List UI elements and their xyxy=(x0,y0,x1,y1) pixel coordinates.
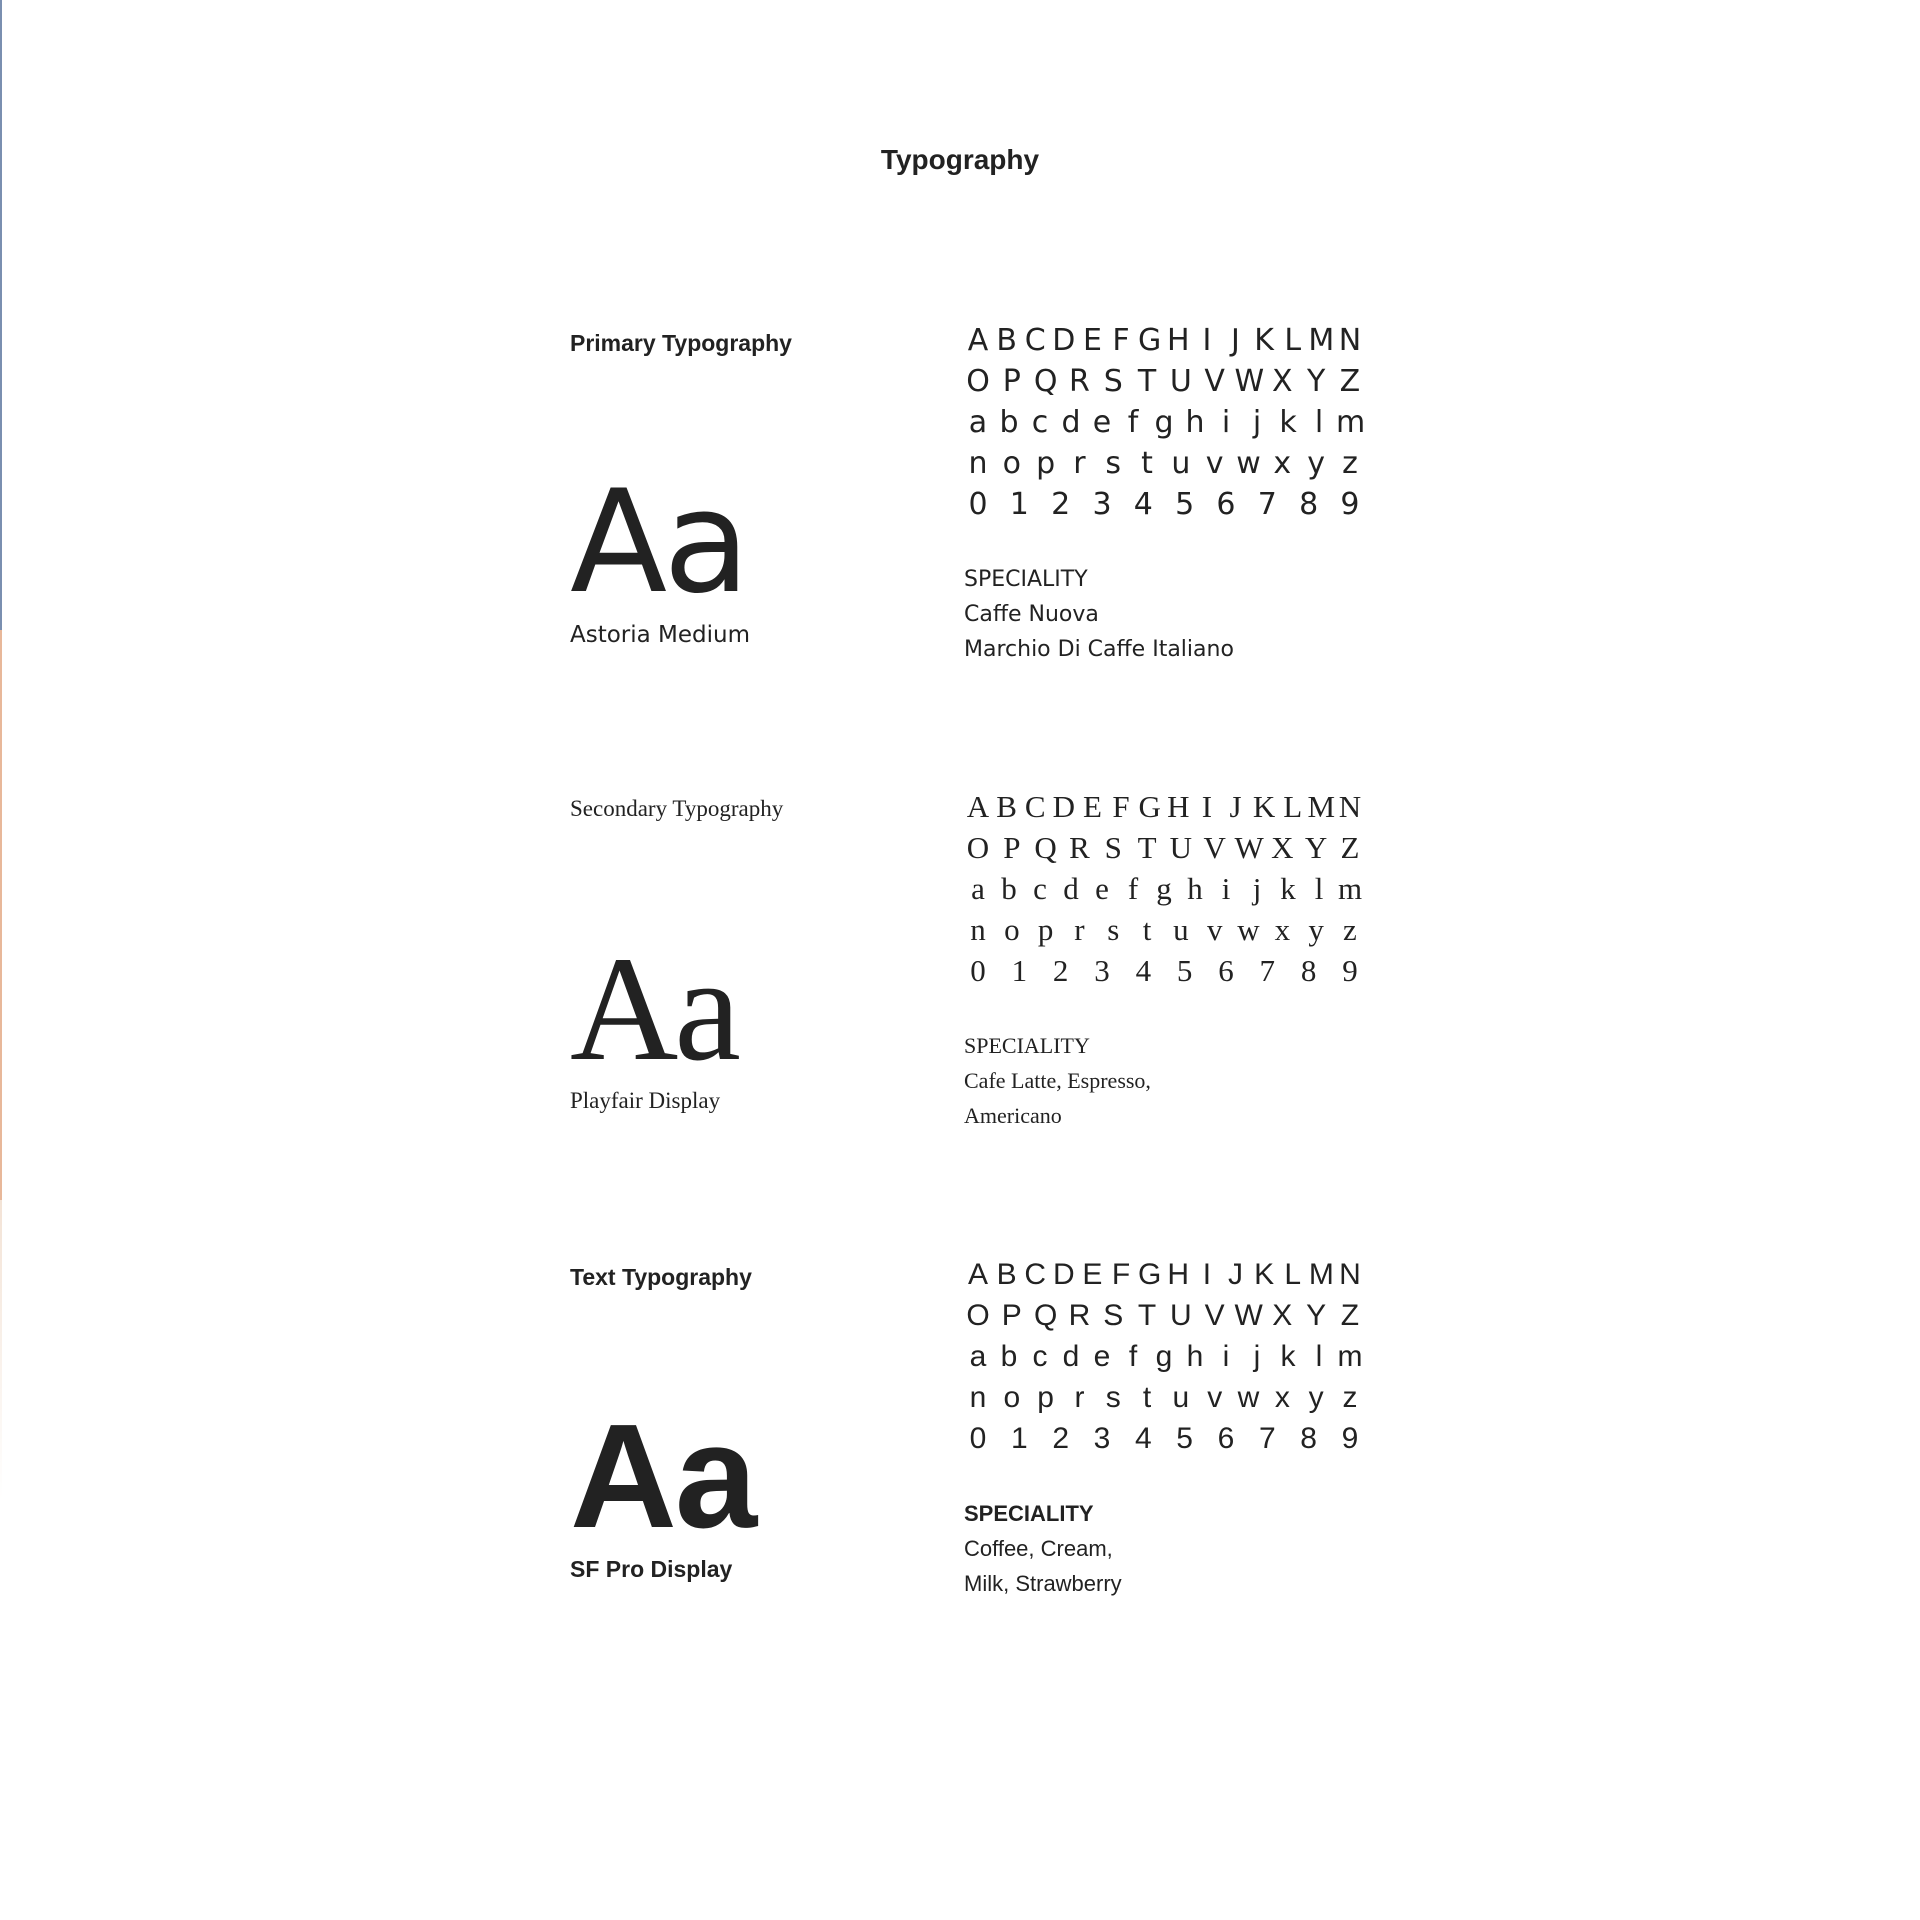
glyph: 3 xyxy=(1094,953,1110,988)
glyph: A xyxy=(966,789,990,824)
glyph: l xyxy=(1315,1340,1323,1373)
glyph: i xyxy=(1221,405,1231,440)
glyph: J xyxy=(1227,1258,1243,1291)
glyph: m xyxy=(1337,1340,1363,1373)
glyph: 6 xyxy=(1216,487,1236,522)
glyph: T xyxy=(1137,830,1157,865)
glyph: 4 xyxy=(1133,487,1153,522)
glyph: 2 xyxy=(1052,1422,1069,1455)
glyph: D xyxy=(1052,323,1076,358)
glyph: T xyxy=(1137,1299,1157,1332)
glyph: k xyxy=(1279,405,1297,440)
glyph: r xyxy=(1074,912,1085,947)
sample-line: Caffe Nuova xyxy=(964,602,1099,627)
font-name: SF Pro Display xyxy=(570,1556,733,1582)
glyph: i xyxy=(1222,1340,1230,1373)
font-specimen: Aa xyxy=(570,1394,756,1559)
glyph: y xyxy=(1307,446,1325,481)
glyph: L xyxy=(1283,789,1303,824)
glyph: 4 xyxy=(1134,1422,1152,1455)
glyph: u xyxy=(1171,446,1191,481)
glyph: X xyxy=(1272,364,1293,399)
glyph: N xyxy=(1339,1258,1361,1291)
glyph: a xyxy=(971,871,985,906)
glyph: 5 xyxy=(1175,487,1195,522)
glyph: P xyxy=(1003,830,1021,865)
sample-heading: SPECIALITY xyxy=(964,1033,1090,1058)
glyph: w xyxy=(1236,446,1261,481)
glyph: k xyxy=(1280,1340,1296,1373)
glyph-row xyxy=(964,1295,1364,1336)
sample-line: Cafe Latte, Espresso, xyxy=(964,1068,1151,1093)
glyph: O xyxy=(966,1299,990,1332)
glyph-row xyxy=(964,1254,1364,1295)
glyph: p xyxy=(1037,912,1054,947)
sample-line: Coffee, Cream, xyxy=(964,1536,1113,1561)
glyph: 0 xyxy=(968,487,988,522)
glyph: R xyxy=(1068,1299,1091,1332)
glyph: C xyxy=(1024,789,1046,824)
glyph: G xyxy=(1137,1258,1162,1291)
glyph-row xyxy=(964,827,1364,868)
glyph: 1 xyxy=(1010,1422,1028,1455)
section-label: Secondary Typography xyxy=(570,796,784,821)
glyph: F xyxy=(1112,323,1130,358)
glyph: U xyxy=(1169,364,1192,399)
glyph: W xyxy=(1234,1299,1263,1332)
glyph: E xyxy=(1082,1258,1103,1291)
glyph-row xyxy=(964,361,1364,402)
glyph: K xyxy=(1254,323,1274,358)
glyph: 0 xyxy=(970,953,986,988)
glyph: f xyxy=(1127,871,1139,906)
section-secondary-typography xyxy=(570,789,1370,1154)
glyph: 2 xyxy=(1051,487,1071,522)
glyph: k xyxy=(1280,871,1296,906)
sample-text xyxy=(964,1496,1122,1601)
glyph: c xyxy=(1033,871,1047,906)
glyph: b xyxy=(1000,1340,1018,1373)
sample-line: Americano xyxy=(964,1103,1062,1128)
glyph: C xyxy=(1024,1258,1047,1291)
glyph: g xyxy=(1155,1340,1173,1373)
glyph: l xyxy=(1314,871,1324,906)
glyph: y xyxy=(1308,912,1324,947)
glyph: Z xyxy=(1340,1299,1360,1332)
glyph: A xyxy=(967,1258,988,1291)
glyph: W xyxy=(1234,364,1265,399)
glyph: 1 xyxy=(1009,487,1029,522)
glyph: 8 xyxy=(1299,487,1319,522)
glyph: o xyxy=(1002,446,1021,481)
glyph-row xyxy=(964,320,1364,361)
glyph: g xyxy=(1156,871,1172,906)
glyph: h xyxy=(1185,405,1205,440)
glyph: e xyxy=(1095,871,1109,906)
glyph: h xyxy=(1186,1340,1204,1373)
glyph-grid xyxy=(964,786,1364,991)
glyph: w xyxy=(1237,1381,1260,1414)
glyph-row xyxy=(964,950,1364,991)
glyph: G xyxy=(1138,323,1162,358)
glyph-row xyxy=(964,909,1364,950)
glyph: i xyxy=(1221,871,1231,906)
glyph: H xyxy=(1166,323,1190,358)
glyph: E xyxy=(1082,323,1102,358)
left-edge-strip xyxy=(0,0,2,1500)
glyph: n xyxy=(969,1381,987,1414)
glyph: p xyxy=(1036,446,1056,481)
glyph: Q xyxy=(1033,1299,1058,1332)
glyph: X xyxy=(1271,830,1294,865)
glyph: 6 xyxy=(1217,1422,1235,1455)
glyph: V xyxy=(1203,830,1226,865)
glyph: 7 xyxy=(1259,953,1276,988)
glyph: H xyxy=(1167,789,1190,824)
glyph: 3 xyxy=(1093,1422,1111,1455)
font-specimen: Aa xyxy=(570,460,747,625)
glyph: u xyxy=(1172,1381,1190,1414)
font-name: Astoria Medium xyxy=(570,622,751,648)
glyph: s xyxy=(1107,912,1120,947)
glyph: M xyxy=(1308,323,1335,358)
glyph: O xyxy=(966,830,990,865)
glyph: I xyxy=(1202,323,1212,358)
glyph: t xyxy=(1141,446,1153,481)
glyph: x xyxy=(1274,1381,1290,1414)
glyph: B xyxy=(996,1258,1017,1291)
glyph: s xyxy=(1105,446,1122,481)
sample-line: Milk, Strawberry xyxy=(964,1571,1122,1596)
glyph: 3 xyxy=(1092,487,1112,522)
glyph: J xyxy=(1231,323,1240,358)
glyph: x xyxy=(1274,912,1291,947)
glyph: z xyxy=(1342,1381,1358,1414)
glyph: 1 xyxy=(1011,953,1028,988)
glyph-grid xyxy=(964,1254,1364,1459)
glyph: v xyxy=(1205,446,1224,481)
glyph: H xyxy=(1167,1258,1190,1291)
glyph: d xyxy=(1062,1340,1080,1373)
sample-text xyxy=(964,562,1234,667)
glyph: 5 xyxy=(1176,953,1193,988)
glyph: 2 xyxy=(1052,953,1069,988)
glyph: j xyxy=(1253,1340,1261,1373)
glyph: B xyxy=(996,789,1017,824)
glyph: D xyxy=(1052,1258,1075,1291)
glyph: P xyxy=(1001,1299,1022,1332)
glyph: S xyxy=(1103,364,1123,399)
glyph: t xyxy=(1142,912,1152,947)
glyph: 6 xyxy=(1218,953,1234,988)
glyph: n xyxy=(968,446,988,481)
glyph: v xyxy=(1207,1381,1223,1414)
glyph: S xyxy=(1104,830,1122,865)
glyph: b xyxy=(999,405,1019,440)
section-text-typography xyxy=(570,1258,1370,1622)
glyph: T xyxy=(1137,364,1157,399)
glyph: 8 xyxy=(1300,953,1317,988)
glyph: N xyxy=(1338,323,1362,358)
glyph: w xyxy=(1237,912,1260,947)
glyph: K xyxy=(1252,789,1276,824)
glyph: Y xyxy=(1306,364,1326,399)
glyph: d xyxy=(1063,871,1079,906)
glyph: O xyxy=(966,364,990,399)
glyph: o xyxy=(1004,912,1020,947)
glyph: z xyxy=(1343,912,1357,947)
glyph: 9 xyxy=(1340,487,1360,522)
glyph: U xyxy=(1169,830,1193,865)
glyph: r xyxy=(1074,1381,1085,1414)
sample-text xyxy=(964,1028,1151,1133)
glyph: y xyxy=(1308,1381,1324,1414)
glyph: 7 xyxy=(1257,487,1277,522)
glyph: R xyxy=(1069,364,1090,399)
glyph: p xyxy=(1037,1381,1054,1414)
glyph: c xyxy=(1032,1340,1048,1373)
glyph: x xyxy=(1273,446,1292,481)
glyph-grid xyxy=(964,320,1364,525)
glyph: 8 xyxy=(1300,1422,1317,1455)
glyph: g xyxy=(1154,405,1174,440)
glyph: Z xyxy=(1340,830,1360,865)
glyph: B xyxy=(996,323,1017,358)
glyph-row xyxy=(964,1336,1364,1377)
glyph: N xyxy=(1338,789,1362,824)
glyph-row xyxy=(964,484,1364,525)
glyph: n xyxy=(970,912,986,947)
glyph: D xyxy=(1052,789,1076,824)
glyph-row xyxy=(964,786,1364,827)
glyph: Q xyxy=(1033,364,1058,399)
glyph: a xyxy=(968,405,988,440)
sample-heading: SPECIALITY xyxy=(964,1501,1094,1526)
glyph: m xyxy=(1337,871,1363,906)
sample-line: Marchio Di Caffe Italiano xyxy=(964,637,1234,662)
sample-heading: SPECIALITY xyxy=(964,567,1088,592)
glyph: J xyxy=(1229,789,1242,824)
glyph: h xyxy=(1187,871,1203,906)
glyph-row xyxy=(964,868,1364,909)
glyph: f xyxy=(1127,405,1139,440)
glyph: z xyxy=(1342,446,1358,481)
glyph: e xyxy=(1093,1340,1111,1373)
glyph: v xyxy=(1206,912,1223,947)
glyph: 4 xyxy=(1135,953,1152,988)
glyph: m xyxy=(1336,405,1366,440)
glyph: j xyxy=(1252,405,1262,440)
glyph: Y xyxy=(1306,1299,1327,1332)
glyph: R xyxy=(1069,830,1090,865)
glyph: Q xyxy=(1034,830,1057,865)
glyph-row xyxy=(964,1418,1364,1459)
glyph: P xyxy=(1002,364,1021,399)
glyph: U xyxy=(1170,1299,1192,1332)
glyph: r xyxy=(1073,446,1086,481)
glyph: b xyxy=(1001,871,1017,906)
glyph: j xyxy=(1252,871,1262,906)
section-primary-typography xyxy=(570,323,1370,688)
glyph: o xyxy=(1003,1381,1021,1414)
font-name: Playfair Display xyxy=(570,1088,721,1113)
glyph: Z xyxy=(1339,364,1361,399)
section-label: Text Typography xyxy=(570,1264,752,1290)
glyph-row xyxy=(964,1377,1364,1418)
glyph: F xyxy=(1111,1258,1131,1291)
glyph: s xyxy=(1105,1381,1121,1414)
glyph: S xyxy=(1103,1299,1124,1332)
glyph: f xyxy=(1128,1340,1138,1373)
glyph: V xyxy=(1204,364,1225,399)
glyph: X xyxy=(1272,1299,1293,1332)
glyph: 9 xyxy=(1342,953,1358,988)
page-title: Typography xyxy=(880,144,1040,175)
glyph: F xyxy=(1112,789,1130,824)
glyph: E xyxy=(1082,789,1102,824)
glyph: A xyxy=(967,323,989,358)
glyph: M xyxy=(1307,789,1336,824)
glyph: V xyxy=(1204,1299,1225,1332)
glyph: l xyxy=(1314,405,1324,440)
glyph: e xyxy=(1092,405,1112,440)
glyph: M xyxy=(1308,1258,1334,1291)
glyph: C xyxy=(1024,323,1046,358)
glyph: K xyxy=(1254,1258,1275,1291)
glyph-row xyxy=(964,443,1364,484)
glyph: I xyxy=(1202,1258,1212,1291)
font-specimen: Aa xyxy=(570,926,737,1092)
glyph: u xyxy=(1173,912,1189,947)
glyph: L xyxy=(1284,323,1302,358)
glyph: a xyxy=(969,1340,987,1373)
glyph: d xyxy=(1061,405,1081,440)
glyph: Y xyxy=(1304,830,1328,865)
glyph-row xyxy=(964,402,1364,443)
glyph: c xyxy=(1031,405,1049,440)
glyph: 5 xyxy=(1176,1422,1193,1455)
section-label: Primary Typography xyxy=(570,330,792,356)
glyph: t xyxy=(1142,1381,1152,1414)
glyph: G xyxy=(1138,789,1161,824)
glyph: 9 xyxy=(1341,1422,1359,1455)
glyph: 7 xyxy=(1258,1422,1276,1455)
glyph: I xyxy=(1201,789,1213,824)
glyph: 0 xyxy=(969,1422,987,1455)
glyph: W xyxy=(1234,830,1264,865)
glyph: L xyxy=(1284,1258,1302,1291)
